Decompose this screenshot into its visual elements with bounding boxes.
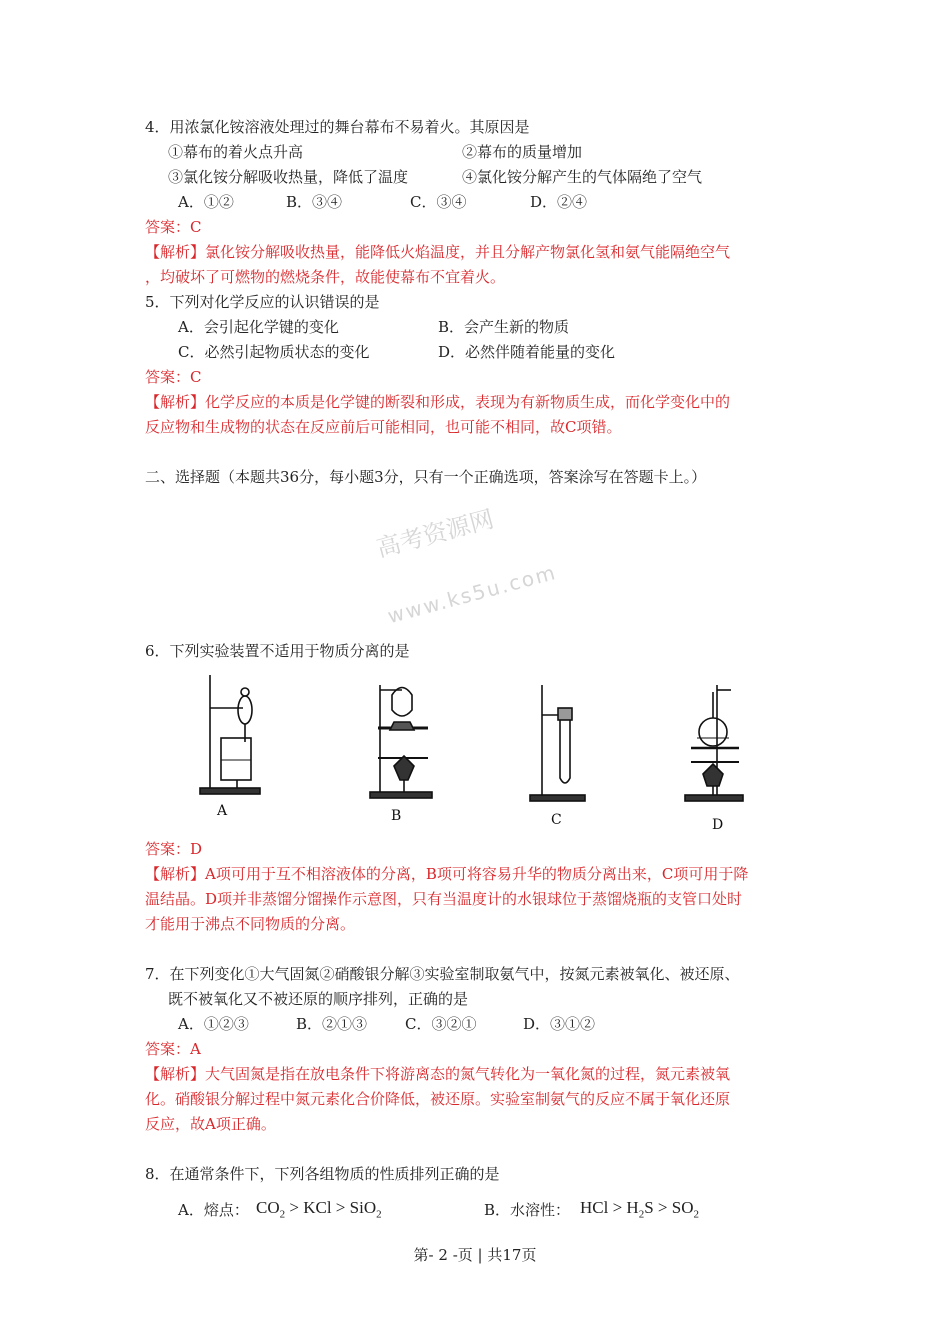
q8-option-b-prefix: B．水溶性： [484, 1201, 571, 1219]
apparatus-label-a: A [217, 803, 228, 819]
q6-analysis-1: 【解析】A项可用于互不相溶液体的分离，B项可将容易升华的物质分离出来，C项可用于降 [145, 865, 749, 883]
q7-option-d: D．③①② [523, 1015, 596, 1033]
q4-analysis-1: 【解析】氯化铵分解吸收热量，能降低火焰温度，并且分解产物氯化氢和氨气能隔绝空气 [145, 243, 731, 261]
apparatus-figure [195, 670, 755, 835]
page-footer: 第- 2 -页 | 共17页 [413, 1246, 537, 1264]
q4-option-a: A．①② [178, 193, 234, 211]
q7-answer: 答案：A [145, 1040, 201, 1058]
q5-stem: 5．下列对化学反应的认识错误的是 [145, 293, 380, 311]
q4-option-c: C．③④ [410, 193, 467, 211]
q7-analysis-2: 化。硝酸银分解过程中氮元素化合价降低，被还原。实验室制氨气的反应不属于氧化还原 [145, 1090, 731, 1108]
apparatus-a-separatory-funnel [200, 675, 260, 794]
q7-analysis-3: 反应，故A项正确。 [145, 1115, 276, 1133]
q7-option-a: A．①②③ [178, 1015, 249, 1033]
q8-stem: 8．在通常条件下，下列各组物质的性质排列正确的是 [145, 1165, 500, 1183]
q8-option-b-formula: HCl > $H_2S > SO_2$ [580, 1198, 699, 1221]
q7-stem-2: 既不被氧化又不被还原的顺序排列，正确的是 [168, 990, 469, 1008]
apparatus-label-b: B [391, 808, 402, 824]
q5-option-d: D．必然伴随着能量的变化 [438, 343, 616, 361]
apparatus-c-test-tube [530, 685, 585, 801]
q4-item-4: ④氯化铵分解产生的气体隔绝了空气 [462, 168, 703, 186]
q7-analysis-1: 【解析】大气固氮是指在放电条件下将游离态的氮气转化为一氧化氮的过程，氮元素被氧 [145, 1065, 731, 1083]
q4-option-b: B．③④ [286, 193, 343, 211]
watermark-text: 高考资源网 [373, 504, 497, 563]
apparatus-b-sublimation [370, 685, 432, 798]
q6-analysis-3: 才能用于沸点不同物质的分离。 [145, 915, 356, 933]
q5-option-a: A．会引起化学键的变化 [178, 318, 339, 336]
q4-item-1: ①幕布的着火点升高 [168, 143, 304, 161]
q8-option-a-prefix: A．熔点： [178, 1201, 249, 1219]
q8-option-a-formula: $CO_2$ > KCl > SiO$_2$ [256, 1198, 382, 1221]
q6-answer: 答案：D [145, 840, 203, 858]
q4-option-d: D．②④ [530, 193, 588, 211]
q5-analysis-2: 反应物和生成物的状态在反应前后可能相同，也可能不相同，故C项错。 [145, 418, 622, 436]
apparatus-label-c: C [551, 812, 562, 828]
q4-stem: 4．用浓氯化铵溶液处理过的舞台幕布不易着火。其原因是 [145, 118, 530, 136]
q4-item-2: ②幕布的质量增加 [462, 143, 583, 161]
q4-item-3: ③氯化铵分解吸收热量，降低了温度 [168, 168, 409, 186]
apparatus-label-d: D [712, 817, 724, 833]
q5-option-b: B．会产生新的物质 [438, 318, 570, 336]
apparatus-d-distillation [685, 685, 743, 801]
q7-stem-1: 7．在下列变化①大气固氮②硝酸银分解③实验室制取氨气中，按氮元素被氧化、被还原、 [145, 965, 740, 983]
q4-analysis-2: ，均破坏了可燃物的燃烧条件，故能使幕布不宜着火。 [145, 268, 506, 286]
q7-option-b: B．②①③ [296, 1015, 368, 1033]
q5-answer: 答案：C [145, 368, 202, 386]
watermark-url: www.ks5u.com [385, 559, 560, 629]
q4-answer: 答案：C [145, 218, 202, 236]
q7-option-c: C．③②① [405, 1015, 477, 1033]
section-2-heading: 二、选择题（本题共36分，每小题3分，只有一个正确选项，答案涂写在答题卡上。） [145, 468, 707, 486]
q6-analysis-2: 温结晶。D项并非蒸馏分馏操作示意图，只有当温度计的水银球位于蒸馏烧瓶的支管口处时 [145, 890, 743, 908]
q6-stem: 6．下列实验装置不适用于物质分离的是 [145, 642, 410, 660]
q5-option-c: C．必然引起物质状态的变化 [178, 343, 370, 361]
q5-analysis-1: 【解析】化学反应的本质是化学键的断裂和形成，表现为有新物质生成，而化学变化中的 [145, 393, 731, 411]
